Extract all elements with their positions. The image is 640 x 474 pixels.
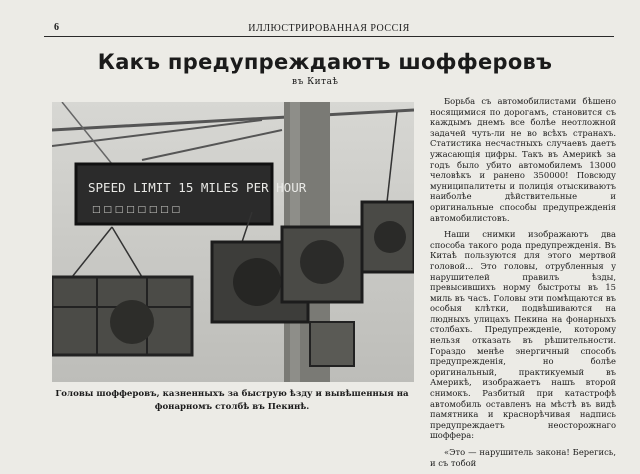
- running-header: [44, 22, 614, 37]
- paragraph-3: «Это — нарушитель закона! Берегись, и съ тобой: [430, 447, 616, 468]
- paragraph-1: Борьба съ автомобилистами бѣшено носящимися по дорогамъ, становится съ каждымъ днемъ все болѣе неотложной задачей чуть-ли не во всѣхъ странахъ. Статистика несчастныхъ случаевъ даетъ ужасающія цифры. Такъ въ Америкѣ за годъ было убито автомобилемъ 13000 человѣкъ и ранено 350000! Повсюду муниципалитеты и полиція отыскиваютъ наиболѣе дѣйствительные и оригинальные способы предупрежденія автомобилистовъ.: [430, 96, 616, 223]
- article-photo: [52, 102, 414, 382]
- magazine-title: ИЛЛЮСТРИРОВАННАЯ РОССІЯ: [248, 23, 410, 34]
- article-subtitle: въ Китаѣ: [292, 77, 339, 87]
- photo-caption: Головы шофферовъ, казненныхъ за быструю ѣзду и вывѣшенныя на фонарномъ столбѣ въ Пекинѣ.: [55, 389, 409, 412]
- page-number: 6: [54, 22, 59, 33]
- photo-illustration: [52, 102, 414, 382]
- svg-text:□ □ □ □ □ □ □ □: □ □ □ □ □ □ □ □: [92, 205, 181, 215]
- article-body: [430, 96, 616, 474]
- article-title: Какъ предупреждаютъ шофферовъ: [97, 50, 553, 74]
- speed-limit-sign: SPEED LIMIT 15 MILES PER HOUR: [88, 180, 307, 195]
- paragraph-2: Наши снимки изображаютъ два способа такого рода предупрежденія. Въ Китаѣ пользуются для этого мертвой головой... Это головы, отрубленныя у нарушителей правилъ ѣзды, превысившихъ норму быстроты въ 15 миль въ часъ. Головы эти помѣщаются въ особыя клѣтки, подвѣшиваются на людныхъ улицахъ Пекина на фонарныхъ столбахъ. Предупрежденіе, которому нельзя отказать въ рѣшительности. Гораздо менѣе энергичный способъ предупрежденія, но болѣе оригинальный, практикуемый въ Америкѣ, изображаетъ нашъ второй снимокъ. Разбитый при катастрофѣ автомобиль оставленъ на мѣстѣ въ видѣ памятника и краснорѣчивая надпись предупреждаетъ неосторожнаго шоффера:: [430, 229, 616, 441]
